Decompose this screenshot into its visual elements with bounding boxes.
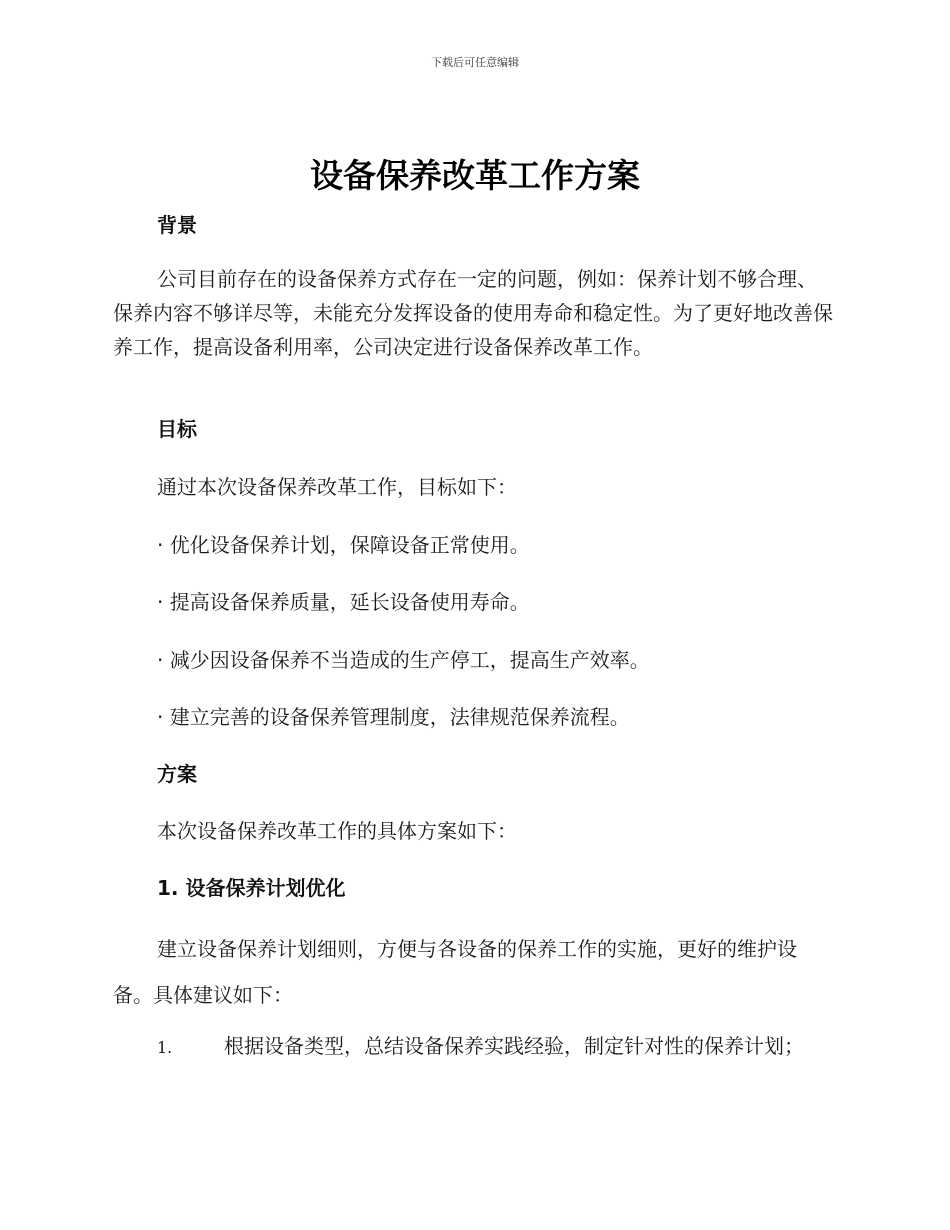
plan-intro: 本次设备保养改革工作的具体方案如下： xyxy=(157,819,517,843)
document-title: 设备保养改革工作方案 xyxy=(310,156,640,195)
goal-bullet-item xyxy=(157,644,650,673)
goal-bullet-text: 优化设备保养计划，保障设备正常使用。 xyxy=(169,533,530,557)
list-item-number: 1. xyxy=(157,1038,173,1057)
plan-optimization-paragraph: 建立设备保养计划细则，方便与各设备的保养工作的实施，更好的维护设备。具体建议如下： xyxy=(113,937,797,1007)
goal-bullet-text: 提高设备保养质量，延长设备使用寿命。 xyxy=(169,590,530,614)
section-heading-plan: 方案 xyxy=(157,762,197,786)
goal-bullet-item xyxy=(157,529,530,558)
section-heading-goals: 目标 xyxy=(157,417,197,441)
goals-intro: 通过本次设备保养改革工作，目标如下： xyxy=(157,475,517,499)
subsection-heading-plan-optimization: 1. 设备保养计划优化 xyxy=(157,876,346,900)
page-header-note: 下载后可任意编辑 xyxy=(431,56,519,69)
bullet-dot: · xyxy=(157,533,164,557)
numbered-list-item xyxy=(113,1025,835,1069)
bullet-dot: · xyxy=(157,648,164,672)
bullet-dot: · xyxy=(157,705,164,729)
goal-bullet-text: 减少因设备保养不当造成的生产停工，提高生产效率。 xyxy=(169,648,650,672)
goal-bullet-item xyxy=(157,586,530,615)
background-paragraph: 公司目前存在的设备保养方式存在一定的问题，例如：保养计划不够合理、保养内容不够详尽等，未能充分发挥设备的使用寿命和稳定性。为了更好地改善保养工作，提高设备利用率，公司决定进行设备保养改革工作。 xyxy=(113,267,833,359)
list-item-text: 根据设备类型，总结设备保养实践经验，制定针对性的保养计划； xyxy=(224,1034,804,1058)
goal-bullet-text: 建立完善的设备保养管理制度，法律规范保养流程。 xyxy=(169,705,630,729)
bullet-dot: · xyxy=(157,590,164,614)
goal-bullet-item xyxy=(157,701,630,730)
section-heading-background: 背景 xyxy=(157,213,197,237)
